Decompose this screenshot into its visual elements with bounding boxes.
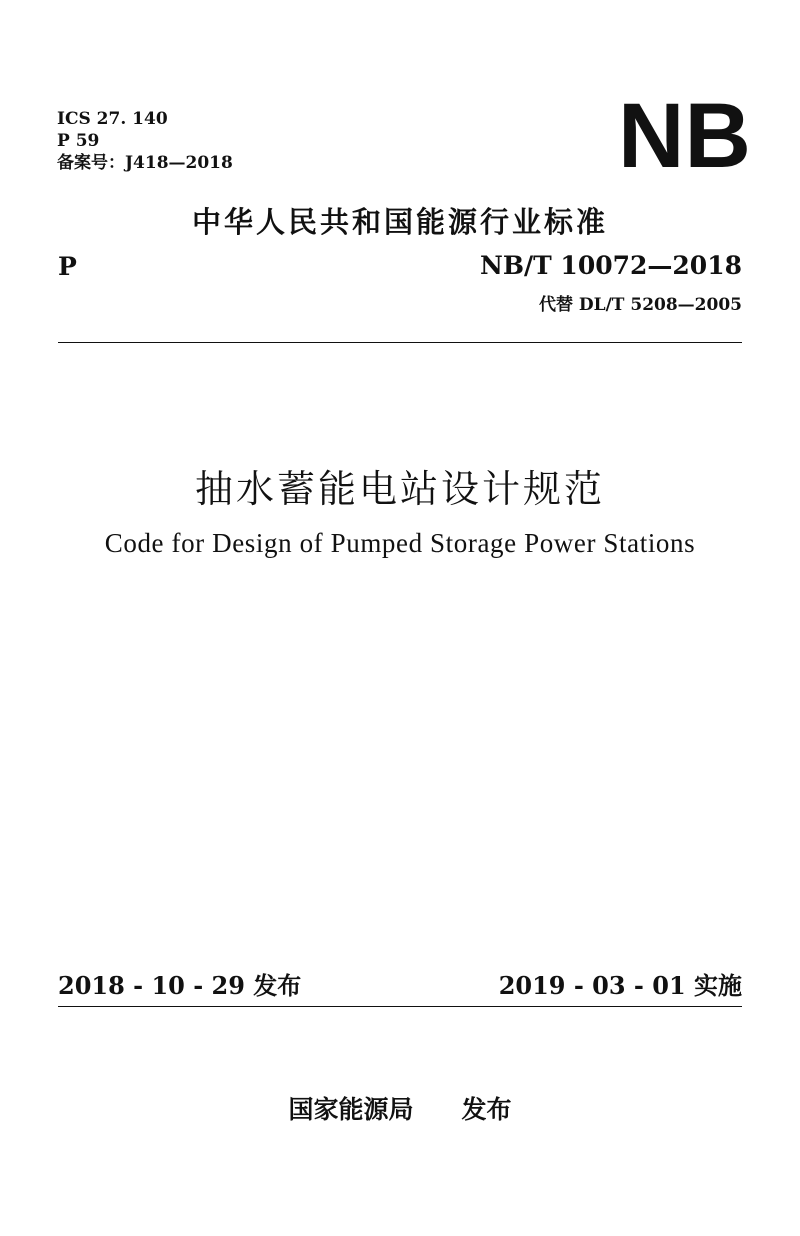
- footer-divider: [58, 1006, 742, 1007]
- ics-code: ICS 27. 140: [57, 109, 168, 129]
- publisher-action: 发布: [461, 1095, 512, 1124]
- effective-date: 2019 - 03 - 01 实施: [498, 971, 742, 1000]
- metadata-block: [57, 108, 233, 174]
- ccs-code: P 59: [57, 131, 100, 151]
- publisher-org: 国家能源局: [288, 1095, 414, 1124]
- record-number: 备案号：J418—2018: [57, 153, 233, 173]
- title-chinese: 抽水蓄能电站设计规范: [194, 467, 605, 511]
- nb-logo: NB: [618, 85, 751, 187]
- industry-standard-heading: 中华人民共和国能源行业标准: [191, 205, 608, 239]
- replaces-standard: 代替 DL/T 5208—2005: [538, 295, 742, 315]
- title-english: Code for Design of Pumped Storage Power Stations: [104, 528, 696, 558]
- issue-date: 2018 - 10 - 29 发布: [58, 971, 302, 1000]
- standard-number: NB/T 10072—2018: [480, 251, 742, 280]
- publisher-line: [0, 1090, 800, 1126]
- header-divider: [58, 342, 742, 343]
- classification-code: P: [58, 252, 77, 281]
